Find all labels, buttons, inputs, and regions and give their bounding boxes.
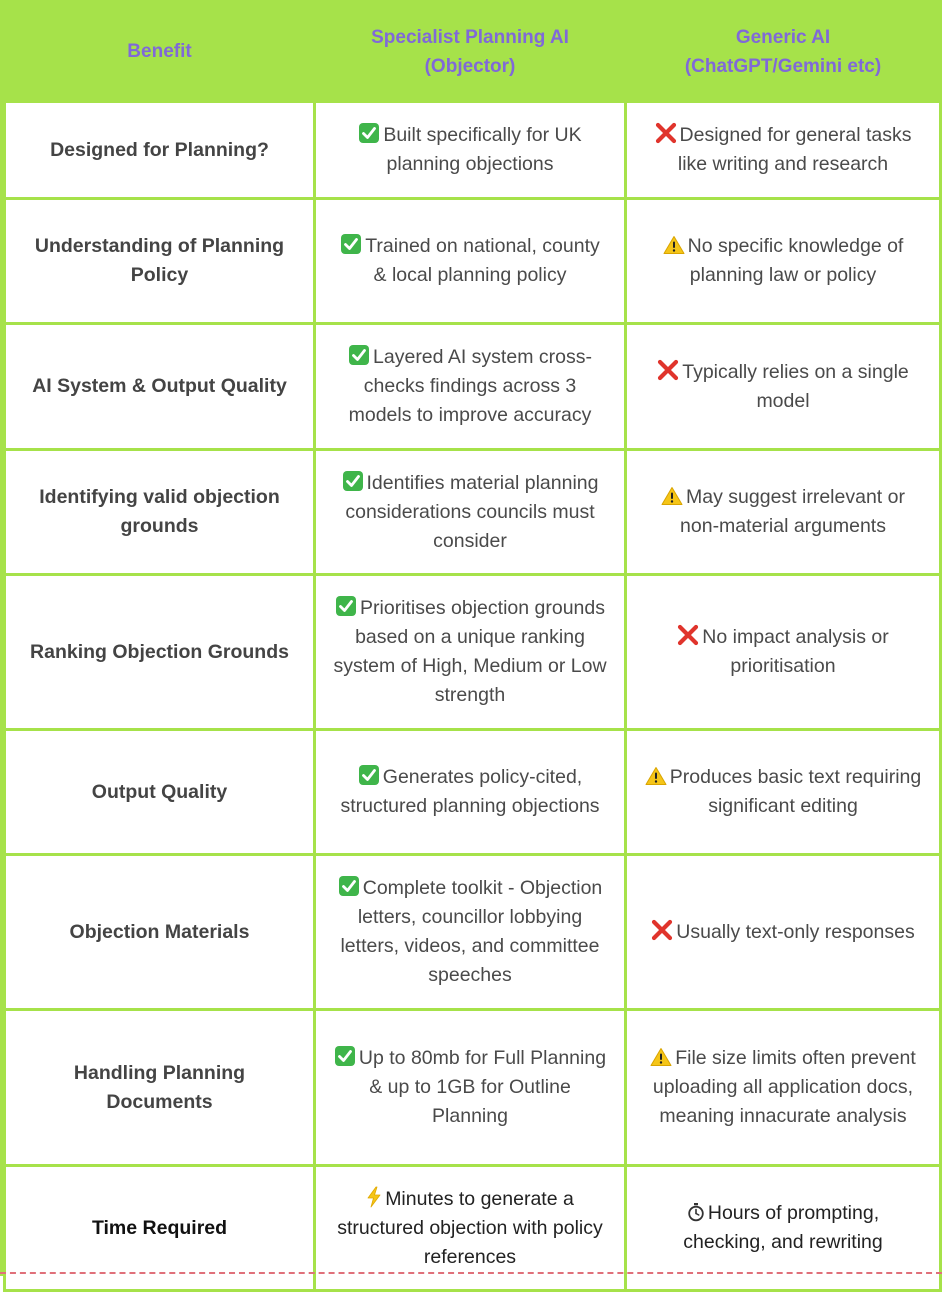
specialist-cell bbox=[315, 450, 626, 575]
lightning-icon bbox=[366, 1186, 382, 1208]
benefit-cell: Handling Planning Documents bbox=[5, 1010, 315, 1166]
check-icon bbox=[358, 764, 380, 786]
generic-text: Typically relies on a single model bbox=[682, 360, 909, 412]
generic-text: File size limits often prevent uploading all application docs, meaning innacurate analysis bbox=[652, 1047, 916, 1127]
generic-text: No specific knowledge of planning law or policy bbox=[687, 235, 904, 286]
header-benefit-label: Benefit bbox=[127, 41, 192, 62]
generic-cell bbox=[626, 450, 941, 575]
cross-icon bbox=[657, 359, 679, 381]
specialist-text: Generates policy-cited, structured planning objections bbox=[340, 766, 600, 817]
check-icon bbox=[338, 875, 360, 897]
page-cut-line bbox=[0, 1272, 942, 1274]
generic-text: Usually text-only responses bbox=[676, 920, 915, 943]
cross-icon bbox=[651, 919, 673, 941]
generic-cell bbox=[626, 102, 941, 199]
benefit-cell: Understanding of Planning Policy bbox=[5, 199, 315, 324]
warning-icon bbox=[650, 1047, 672, 1067]
generic-text: Produces basic text requiring significant editing bbox=[669, 766, 922, 817]
comparison-table bbox=[3, 0, 942, 1292]
table-row bbox=[5, 730, 941, 855]
table-row bbox=[5, 1010, 941, 1166]
table-row bbox=[5, 855, 941, 1010]
table-row bbox=[5, 102, 941, 199]
specialist-text: Up to 80mb for Full Planning & up to 1GB for Outline Planning bbox=[358, 1047, 607, 1127]
specialist-text: Trained on national, county & local planning policy bbox=[365, 235, 600, 286]
benefit-cell: Output Quality bbox=[5, 730, 315, 855]
warning-icon bbox=[663, 235, 685, 255]
header-specialist-line1: Specialist Planning AI bbox=[371, 26, 569, 48]
check-icon bbox=[358, 122, 380, 144]
benefit-cell: Time Required bbox=[5, 1166, 315, 1291]
benefit-cell: Objection Materials bbox=[5, 855, 315, 1010]
generic-cell bbox=[626, 730, 941, 855]
generic-text: Hours of prompting, checking, and rewriting bbox=[683, 1202, 883, 1253]
benefit-cell: AI System & Output Quality bbox=[5, 324, 315, 450]
check-icon bbox=[334, 1045, 356, 1067]
specialist-cell bbox=[315, 575, 626, 730]
specialist-cell bbox=[315, 1010, 626, 1166]
table-row bbox=[5, 450, 941, 575]
specialist-cell bbox=[315, 730, 626, 855]
generic-text: May suggest irrelevant or non-material arguments bbox=[680, 486, 905, 537]
generic-text: No impact analysis or prioritisation bbox=[702, 626, 889, 677]
specialist-cell bbox=[315, 199, 626, 324]
specialist-text: Identifies material planning considerations councils must consider bbox=[345, 471, 599, 552]
generic-cell bbox=[626, 855, 941, 1010]
check-icon bbox=[335, 595, 357, 617]
header-specialist-line2: (Objector) bbox=[424, 55, 516, 77]
check-icon bbox=[340, 233, 362, 255]
table-row bbox=[5, 199, 941, 324]
specialist-text: Minutes to generate a structured objection with policy references bbox=[337, 1187, 603, 1268]
specialist-text: Complete toolkit - Objection letters, councillor lobbying letters, videos, and committee speeches bbox=[340, 877, 603, 986]
header-generic-line1: Generic AI bbox=[735, 26, 831, 48]
stopwatch-icon bbox=[687, 1202, 705, 1222]
check-icon bbox=[342, 470, 364, 492]
specialist-cell bbox=[315, 324, 626, 450]
generic-cell bbox=[626, 199, 941, 324]
generic-cell bbox=[626, 324, 941, 450]
benefit-cell: Identifying valid objection grounds bbox=[5, 450, 315, 575]
specialist-cell bbox=[315, 102, 626, 199]
benefit-cell: Designed for Planning? bbox=[5, 102, 315, 199]
generic-cell bbox=[626, 1010, 941, 1166]
generic-cell bbox=[626, 575, 941, 730]
warning-icon bbox=[645, 766, 667, 786]
generic-text: Designed for general tasks like writing and research bbox=[677, 124, 912, 175]
benefit-cell: Ranking Objection Grounds bbox=[5, 575, 315, 730]
header-generic bbox=[626, 2, 941, 102]
cross-icon bbox=[655, 122, 677, 144]
specialist-cell bbox=[315, 855, 626, 1010]
header-row bbox=[5, 2, 941, 102]
specialist-text: Built specifically for UK planning objections bbox=[383, 124, 582, 175]
table-row bbox=[5, 575, 941, 730]
check-icon bbox=[348, 344, 370, 366]
header-benefit bbox=[5, 2, 315, 102]
specialist-text: Prioritises objection grounds based on a unique ranking system of High, Medium or Low strength bbox=[333, 597, 607, 706]
cross-icon bbox=[677, 624, 699, 646]
warning-icon bbox=[661, 486, 683, 506]
header-generic-line2: (ChatGPT/Gemini etc) bbox=[684, 55, 882, 77]
table-row bbox=[5, 324, 941, 450]
header-specialist bbox=[315, 2, 626, 102]
specialist-text: Layered AI system cross-checks findings across 3 models to improve accuracy bbox=[348, 346, 592, 426]
